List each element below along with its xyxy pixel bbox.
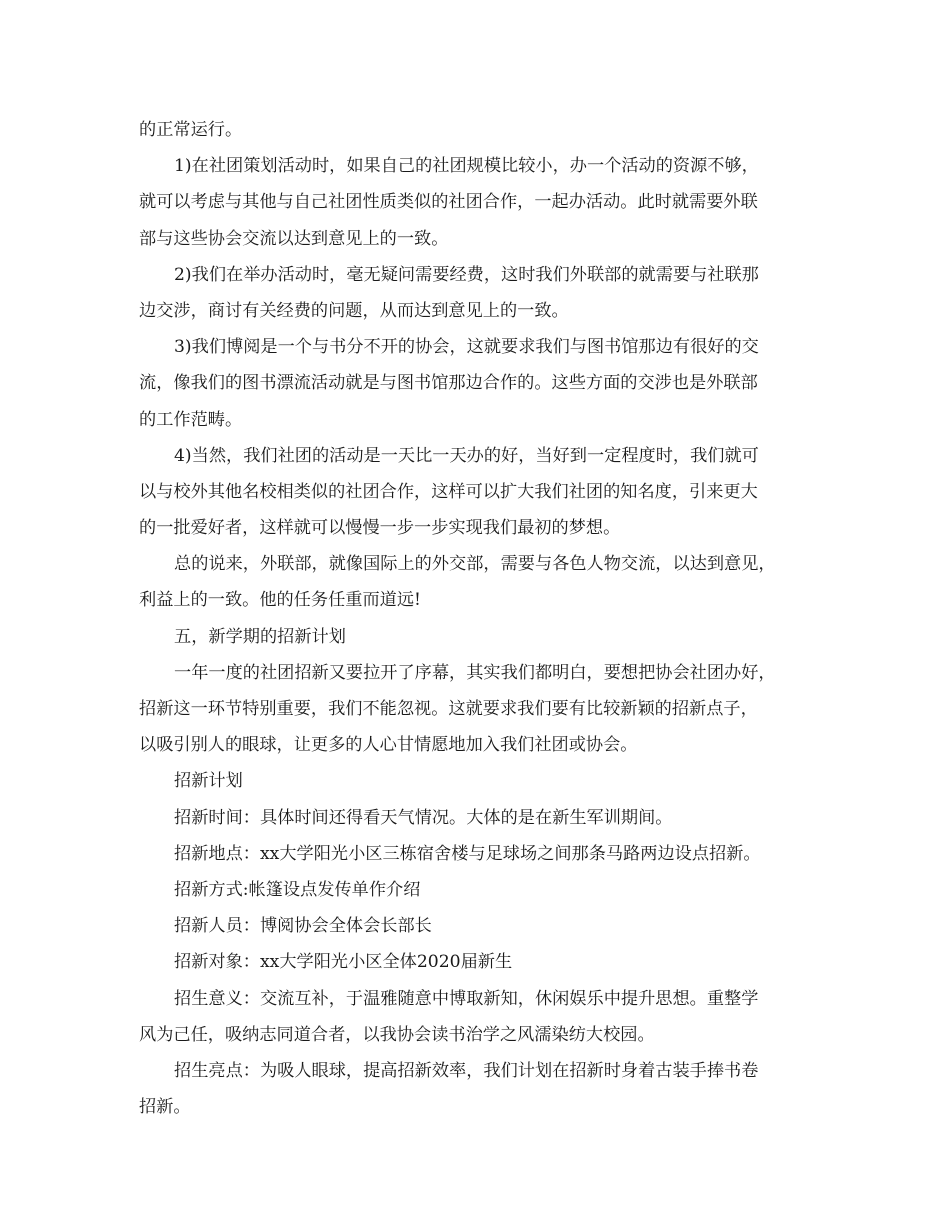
text-line: 总的说来，外联部，就像国际上的外交部，需要与各色人物交流，以达到意见， (174, 554, 776, 575)
subsection-heading: 招新计划 (174, 771, 243, 792)
text-line: 招新地点：xx大学阳光小区三栋宿舍楼与足球场之间那条马路两边设点招新。 (174, 843, 761, 864)
section-heading: 五，新学期的招新计划 (174, 626, 346, 647)
text-line: 招新方式:帐篷设点发传单作介绍 (174, 879, 421, 900)
text-line: 招新人员：博阅协会全体会长部长 (174, 916, 432, 937)
text-line: 招新时间：具体时间还得看天气情况。大体的是在新生军训期间。 (174, 807, 673, 828)
text-line: 以吸引别人的眼球，让更多的人心甘情愿地加入我们社团或协会。 (139, 735, 638, 756)
text-line: 2)我们在举办活动时，毫无疑问需要经费，这时我们外联部的就需要与社联那 (174, 264, 759, 285)
text-line: 招新对象：xx大学阳光小区全体2020届新生 (174, 952, 513, 973)
text-line: 招生意义：交流互补，于温雅随意中博取新知，休闲娱乐中提升思想。重整学 (174, 988, 759, 1009)
text-line: 就可以考虑与其他与自己社团性质类似的社团合作，一起办活动。此时就需要外联 (139, 192, 758, 213)
text-line: 的正常运行。 (139, 120, 243, 140)
text-line: 一年一度的社团招新又要拉开了序幕，其实我们都明白，要想把协会社团办好， (174, 662, 776, 683)
text-line: 以与校外其他名校相类似的社团合作，这样可以扩大我们社团的知名度，引来更大 (139, 481, 758, 502)
text-line: 流，像我们的图书漂流活动就是与图书馆那边合作的。这些方面的交涉也是外联部 (139, 373, 758, 394)
text-line: 招新。 (139, 1097, 191, 1118)
text-line: 部与这些协会交流以达到意见上的一致。 (139, 228, 449, 249)
text-line: 边交涉，商讨有关经费的问题，从而达到意见上的一致。 (139, 300, 569, 321)
text-line: 3)我们博阅是一个与书分不开的协会，这就要求我们与图书馆那边有很好的交 (174, 337, 759, 358)
text-line: 4)当然，我们社团的活动是一天比一天办的好，当好到一定程度时，我们就可 (174, 445, 759, 466)
text-line: 招新这一环节特别重要，我们不能忽视。这就要求我们要有比较新颖的招新点子， (139, 699, 758, 719)
text-line: 1)在社团策划活动时，如果自己的社团规模比较小，办一个活动的资源不够， (174, 156, 759, 177)
text-line: 的工作范畴。 (139, 409, 243, 430)
document-body (139, 112, 839, 1125)
text-line: 招生亮点：为吸人眼球，提高招新效率，我们计划在招新时身着古装手捧书卷 (174, 1060, 759, 1081)
text-line: 利益上的一致。他的任务任重而道远! (139, 590, 421, 611)
text-line: 的一批爱好者，这样就可以慢慢一步一步实现我们最初的梦想。 (139, 518, 621, 539)
text-line: 风为己任，吸纳志同道合者，以我协会读书治学之风濡染纺大校园。 (139, 1024, 655, 1045)
